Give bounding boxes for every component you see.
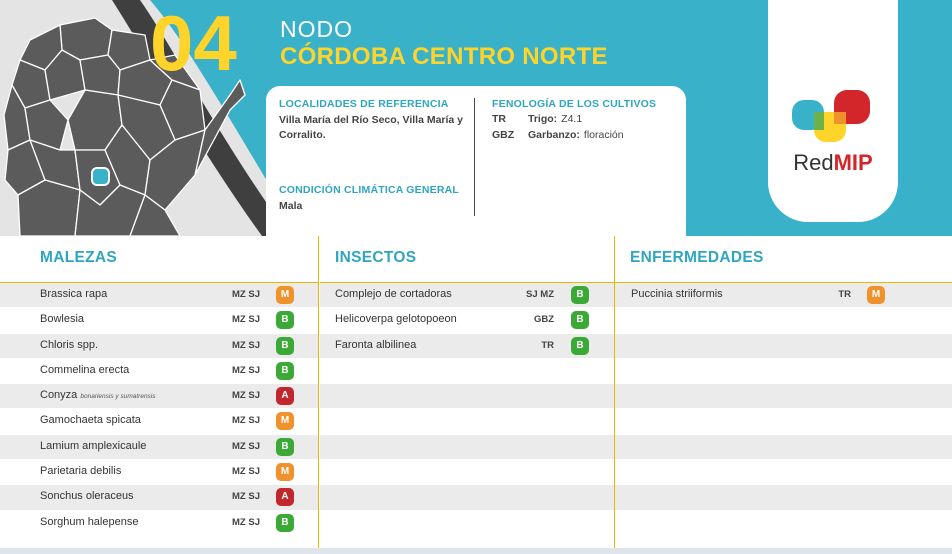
row-name	[40, 313, 84, 325]
row-name	[335, 313, 457, 325]
logo-text-bold: MIP	[833, 150, 873, 175]
level-badge: B	[276, 514, 294, 532]
localidades-block	[279, 98, 469, 143]
table-row	[320, 409, 614, 434]
fenologia-code: TR	[492, 113, 506, 125]
fenologia-block	[492, 98, 682, 143]
row-name	[335, 288, 452, 300]
level-badge: A	[276, 488, 294, 506]
level-badge: B	[571, 286, 589, 304]
province-map	[0, 0, 300, 236]
row-crop-code: MZ SJ	[232, 314, 260, 326]
row-name-main: Helicoverpa gelotopoeon	[335, 313, 457, 326]
table-row	[320, 384, 614, 409]
table-row	[0, 384, 318, 409]
row-crop-code: MZ SJ	[232, 491, 260, 503]
level-badge: M	[276, 463, 294, 481]
table-row	[320, 308, 614, 333]
row-crop-code: MZ SJ	[232, 466, 260, 478]
row-crop-code: MZ SJ	[232, 390, 260, 402]
table-row	[615, 283, 952, 308]
table-row	[615, 460, 952, 485]
level-badge: M	[276, 286, 294, 304]
level-badge: B	[571, 337, 589, 355]
nodo-title: CÓRDOBA CENTRO NORTE	[280, 43, 608, 70]
row-name-main: Chloris spp.	[40, 338, 99, 351]
row-name-main: Gamochaeta spicata	[40, 414, 141, 427]
row-crop-code: MZ SJ	[232, 415, 260, 427]
row-name-main: Puccinia striiformis	[631, 288, 723, 300]
table-row	[0, 359, 318, 384]
row-name-main: Sorghum halepense	[40, 515, 139, 528]
enfermedades-section	[615, 236, 952, 554]
table-row	[0, 334, 318, 359]
table-row	[0, 485, 318, 510]
row-name-main: Parietaria debilis	[40, 465, 122, 478]
table-row	[320, 283, 614, 308]
row-crop-code: MZ SJ	[232, 440, 260, 452]
table-row	[615, 485, 952, 510]
row-name	[631, 288, 723, 300]
bottom-strip	[0, 548, 952, 554]
level-badge: M	[867, 286, 885, 304]
row-crop-code: MZ SJ	[232, 364, 260, 376]
table-row	[320, 460, 614, 485]
table-row	[615, 409, 952, 434]
localidades-text: Villa María del Río Seco, Villa María y Corralito.	[279, 114, 464, 141]
enfermedades-rows	[615, 283, 952, 536]
redmip-logo-badge	[768, 0, 898, 222]
row-crop-code: MZ SJ	[232, 289, 260, 300]
level-badge: B	[276, 311, 294, 329]
fenologia-code: GBZ	[492, 129, 515, 141]
row-name-main: Conyza	[40, 389, 78, 402]
level-badge: M	[276, 412, 294, 430]
level-badge: B	[276, 362, 294, 380]
insectos-rows	[320, 283, 614, 536]
table-row	[320, 334, 614, 359]
row-name-main: Brassica rapa	[40, 288, 108, 300]
row-name	[40, 288, 107, 300]
row-name	[40, 490, 134, 502]
table-row	[615, 435, 952, 460]
row-crop-code: SJ MZ	[526, 289, 554, 300]
row-name	[40, 465, 121, 477]
row-name	[40, 389, 156, 401]
malezas-title: MALEZAS	[40, 249, 118, 266]
table-row	[0, 283, 318, 308]
level-badge: B	[571, 311, 589, 329]
row-name-sub: bonariensis y sumatrensis	[80, 393, 156, 401]
fenologia-row	[492, 112, 682, 127]
row-name-main: Lamium amplexicaule	[40, 439, 147, 452]
row-crop-code: TR	[541, 339, 554, 351]
redmip-logo-icon	[790, 88, 876, 148]
table-row	[320, 435, 614, 460]
table-row	[615, 359, 952, 384]
insectos-section	[320, 236, 614, 554]
level-badge: B	[276, 337, 294, 355]
node-number: 04	[150, 0, 237, 87]
info-card	[266, 86, 686, 236]
info-divider	[474, 98, 475, 216]
table-row	[320, 359, 614, 384]
clima-block	[279, 184, 469, 214]
malezas-rows	[0, 283, 318, 536]
row-name-main: Complejo de cortadoras	[335, 288, 452, 300]
header-banner	[0, 0, 952, 236]
table-row	[615, 334, 952, 359]
malezas-section	[0, 236, 318, 554]
row-crop-code: MZ SJ	[232, 339, 260, 351]
table-row	[615, 384, 952, 409]
clima-heading: CONDICIÓN CLIMÁTICA GENERAL	[279, 184, 460, 196]
row-name-main: Faronta albilinea	[335, 338, 417, 351]
level-badge: A	[276, 387, 294, 405]
fenologia-stage: Z4.1	[561, 113, 583, 125]
row-name	[40, 414, 141, 426]
fenologia-row	[492, 128, 682, 143]
row-name	[40, 516, 138, 528]
cordoba-map-illustration	[0, 0, 300, 236]
enfermedades-title: ENFERMEDADES	[630, 249, 764, 266]
row-name	[40, 440, 146, 452]
row-crop-code: TR	[838, 289, 851, 300]
row-crop-code: GBZ	[533, 314, 554, 326]
table-row	[320, 511, 614, 536]
table-row	[0, 308, 318, 333]
table-row	[0, 409, 318, 434]
clima-text: Mala	[279, 200, 303, 212]
row-name-main: Sonchus oleraceus	[40, 490, 134, 503]
table-row	[0, 511, 318, 536]
table-row	[615, 511, 952, 536]
fenologia-crop: Trigo:	[528, 113, 558, 125]
redmip-logo-text	[768, 150, 898, 176]
level-badge: B	[276, 438, 294, 456]
table-row	[320, 485, 614, 510]
table-row	[615, 308, 952, 333]
row-name	[40, 364, 129, 376]
row-name	[40, 339, 98, 351]
column-divider	[318, 236, 319, 554]
table-row	[0, 460, 318, 485]
fenologia-stage: floración	[583, 129, 624, 141]
insectos-title: INSECTOS	[335, 249, 417, 266]
row-crop-code: MZ SJ	[232, 516, 260, 528]
table-row	[0, 435, 318, 460]
fenologia-heading: FENOLOGÍA DE LOS CULTIVOS	[492, 98, 657, 110]
row-name-main: Bowlesia	[40, 313, 85, 326]
row-name	[335, 339, 416, 351]
nodo-label: NODO	[280, 16, 353, 42]
localidades-heading: LOCALIDADES DE REFERENCIA	[279, 98, 449, 110]
row-name-main: Commelina erecta	[40, 363, 130, 376]
logo-text-light: Red	[793, 150, 834, 175]
fenologia-crop: Garbanzo:	[528, 129, 580, 141]
